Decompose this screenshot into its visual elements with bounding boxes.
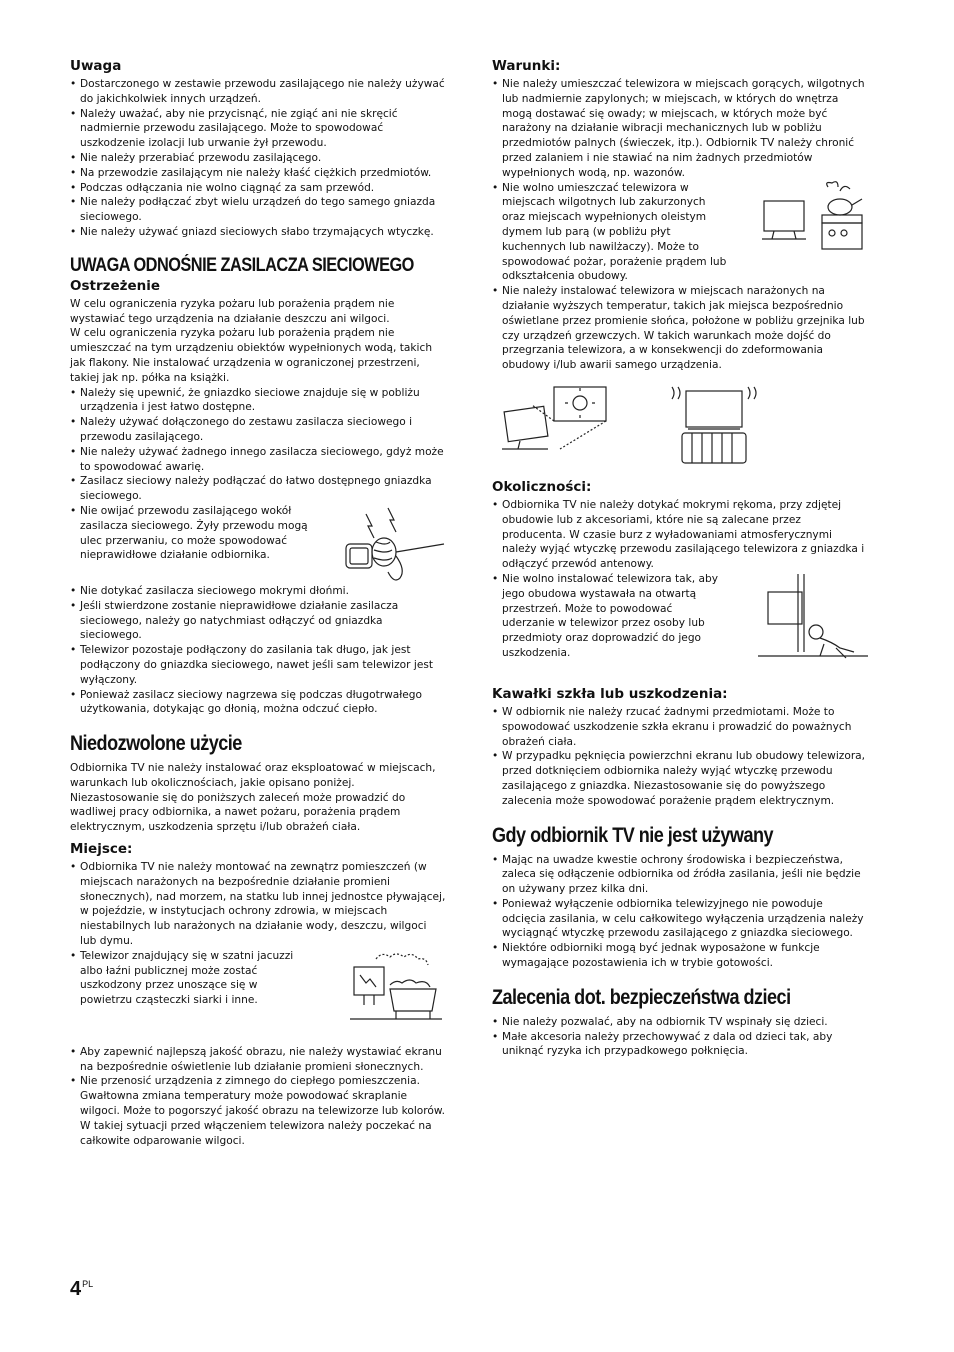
list-item: • Niektóre odbiorniki mogą być jednak wyposażone w funkcje wymagające pozostawienia ich w trybie gotowości. xyxy=(492,941,868,971)
szklo-list xyxy=(492,705,868,809)
list-item: • Nie owijać przewodu zasilającego wokół zasilacza sieciowego. Żyły przewodu mogą ulec przerwaniu, co może spowodować nieprawidłowe działanie odbiornika. xyxy=(70,504,310,563)
wall-warning-box xyxy=(492,572,868,664)
list-item: • Mając na uwadze kwestie ochrony środowiska i bezpieczeństwa, zaleca się odłączenie odbiornika od źródła zasilania, jeśli nie będzie on używany przez kilka dni. xyxy=(492,853,868,897)
list-item: • Należy się upewnić, że gniazdko sieciowe znajduje się w pobliżu urządzenia i jest łatwo dostępne. xyxy=(70,386,446,416)
list-item: • Telewizor znajdujący się w szatni jacuzzi albo łaźni publicznej może zostać uszkodzony przez unoszące się w powietrzu cząsteczki siarki i inne. xyxy=(70,949,310,1008)
ostrzezenie-heading: Ostrzeżenie xyxy=(70,277,161,294)
nieuzywany-heading: Gdy odbiornik TV nie jest używany xyxy=(492,823,774,847)
adapter-cable-illustration-icon xyxy=(336,504,446,582)
okolicznosci-heading: Okoliczności: xyxy=(492,478,592,495)
warunki-heading: Warunki: xyxy=(492,58,561,74)
szklo-heading: Kawałki szkła lub uszkodzenia: xyxy=(492,685,728,702)
list-item: • Dostarczonego w zestawie przewodu zasilającego nie należy używać do jakichkolwiek innych urządzeń. xyxy=(70,77,446,107)
jacuzzi-warning-box xyxy=(70,949,446,1027)
tv-kitchen-steam-illustration-icon xyxy=(758,181,868,259)
page-language-code: PL xyxy=(82,1279,94,1289)
left-column xyxy=(70,58,446,1148)
list-item: • Aby zapewnić najlepszą jakość obrazu, nie należy wystawiać ekranu na bezpośrednie oświetlenie lub działanie promieni słonecznych. xyxy=(70,1045,446,1075)
list-item: • Należy używać dołączonego do zestawu zasilacza sieciowego i przewodu zasilającego. xyxy=(70,415,446,445)
adapter-warning-box xyxy=(70,504,446,582)
list-item: • W odbiornik nie należy rzucać żadnymi przedmiotami. Może to spowodować uszkodzenie szkła ekranu i prowadzić do poważnych obrażeń ciała. xyxy=(492,705,868,749)
list-item: • Nie należy przerabiać przewodu zasilającego. xyxy=(70,151,446,166)
list-item: • Nie należy umieszczać telewizora w miejscach gorących, wilgotnych lub nadmiernie zapylonych; w miejscach, w których do wnętrza mogą dostawać się owady; w miejscach, w których może być narażony na działanie wibracji mechanicznych lub w pobliżu przedmiotów palnych (świeczek, itp.). Odbiornik TV należy chronić przed zalaniem i nie stawiać na nim żadnych przedmiotów wypełnionych wodą, np. wazonów. xyxy=(492,77,868,181)
list-item: • Nie należy używać gniazd sieciowych słabo trzymających wtyczkę. xyxy=(70,225,446,240)
list-item: • Nie należy instalować telewizora w miejscach narażonych na działanie wyższych temperatur, takich jak miejsca bezpośrednio oświetlane przez promienie słońca, położone w pobliżu grzejnika lub czy urządzeń grzewczych. W takich warunkach może dojść do przegrzania telewizora, a w konsekwencji do zdeformowania obudowy i/lub awarii samego urządzenia. xyxy=(492,284,868,373)
niedozwolone-heading: Niedozwolone użycie xyxy=(70,732,242,756)
heat-illustrations xyxy=(492,385,868,465)
list-item: • Należy uważać, aby nie przycisnąć, nie zgiąć ani nie skręcić nadmiernie przewodu zasilającego. Może to spowodować uszkodzenie izolacji lub urwanie żył przewodu. xyxy=(70,107,446,151)
warunki-list xyxy=(492,77,868,181)
right-column xyxy=(492,58,868,1059)
dzieci-list xyxy=(492,1015,868,1059)
list-item: • Zasilacz sieciowy należy podłączać do łatwo dostępnego gniazdka sieciowego. xyxy=(70,474,446,504)
list-item: • Małe akcesoria należy przechowywać z dala od dzieci tak, aby uniknąć ryzyka ich przypadkowego połknięcia. xyxy=(492,1030,868,1060)
list-item: • Podczas odłączania nie wolno ciągnąć za sam przewód. xyxy=(70,181,446,196)
list-item: • Odbiornika TV nie należy dotykać mokrymi rękoma, przy zdjętej obudowie lub z akcesoriami, które nie są zalecane przez producenta. W czasie burz z wyładowaniami atmosferycznymi należy wyjąć wtyczkę przewodu zasilającego telewizora z gniazdka i odłączyć przewód antenowy. xyxy=(492,498,868,572)
list-item: • Nie dotykać zasilacza sieciowego mokrymi dłońmi. xyxy=(70,584,446,599)
list-item: • Ponieważ zasilacz sieciowy nagrzewa się podczas długotrwałego użytkowania, dotykając go dłonią, można odczuć ciepło. xyxy=(70,688,446,718)
list-item: • Jeśli stwierdzone zostanie nieprawidłowe działanie zasilacza sieciowego, należy go natychmiast odłączyć od gniazdka sieciowego. xyxy=(70,599,446,643)
list-item: • Ponieważ wyłączenie odbiornika telewizyjnego nie powoduje odcięcia zasilania, w celu całkowitego wyłączenia urządzenia należy wyciągnąć wtyczkę przewodu zasilającego z gniazdka sieciowego. xyxy=(492,897,868,941)
list-item: • Telewizor pozostaje podłączony do zasilania tak długo, jak jest podłączony do gniazdka sieciowego, nawet jeśli sam telewizor jest wyłączony. xyxy=(70,643,446,687)
tv-bath-steam-illustration-icon xyxy=(346,949,446,1027)
page-number xyxy=(70,1278,93,1301)
list-item: • Nie wolno instalować telewizora tak, aby jego obudowa wystawała na otwartą przestrzeń. Może to powodować uderzanie w telewizor przez osoby lub przedmioty oraz doprowadzić do jego uszkodzenia. xyxy=(492,572,728,661)
miejsce-list-b xyxy=(70,1045,446,1149)
list-item: • Nie należy pozwalać, aby na odbiornik TV wspinały się dzieci. xyxy=(492,1015,868,1030)
list-item: • Nie przenosić urządzenia z zimnego do ciepłego pomieszczenia. Gwałtowna zmiana temperatury może powodować skraplanie wilgoci. Może to pogorszyć jakość obrazu na telewizorze lub kolorów. W takiej sytuacji przed włączeniem telewizora należy poczekać na całkowite odparowanie wilgoci. xyxy=(70,1074,446,1148)
list-item: • W przypadku pęknięcia powierzchni ekranu lub obudowy telewizora, przed dotknięciem odbiornika należy wyjąć wtyczkę przewodu zasilającego z gniazdka. Niezastosowanie się do powyższego zalecenia może spowodować porażenie prądem elektrycznym. xyxy=(492,749,868,808)
ostrzezenie-para-2: W celu ograniczenia ryzyka pożaru lub porażenia prądem nie umieszczać na tym urządzeniu obiektów wypełnionych wodą, takich jak flakony. Nie instalować urządzenia w ograniczonej przestrzeni, takiej jak np. półka na książki. xyxy=(70,327,433,384)
zasilacz-list-b xyxy=(70,584,446,717)
page-number-value: 4 xyxy=(70,1278,82,1300)
tv-sunlight-illustration-icon xyxy=(500,385,610,457)
dzieci-heading: Zalecenia dot. bezpieczeństwa dzieci xyxy=(492,985,791,1009)
zasilacz-heading: UWAGA ODNOŚNIE ZASILACZA SIECIOWEGO xyxy=(70,254,414,276)
list-item: • Odbiornika TV nie należy montować na zewnątrz pomieszczeń (w miejscach narażonych na bezpośrednie działanie promieni słonecznych), nad morzem, na statku lub innej jednostce pływającej, w pojeździe, w instytucjach ochrony zdrowia, w miejscach niestabilnych lub narażonych na działanie wody, deszczu, wilgoci lub dymu. xyxy=(70,860,446,949)
ostrzezenie-para-1: W celu ograniczenia ryzyka pożaru lub porażenia prądem nie wystawiać tego urządzenia na działanie deszczu ani wilgoci. xyxy=(70,297,395,325)
miejsce-heading: Miejsce: xyxy=(70,841,133,858)
uwaga-list xyxy=(70,77,446,240)
list-item: • Na przewodzie zasilającym nie należy kłaść ciężkich przedmiotów. xyxy=(70,166,446,181)
list-item: • Nie należy używać żadnego innego zasilacza sieciowego, gdyż może to spowodować awarię. xyxy=(70,445,446,475)
list-item: • Nie wolno umieszczać telewizora w miejscach wilgotnych lub zakurzonych oraz miejscach wypełnionych oleistym dymem lub parą (w pobliżu płyt kuchennych lub nawilżaczy). Może to spowodować pożar, porażenie prądem lub odkształcenia obudowy. xyxy=(492,181,728,285)
tv-wall-bump-illustration-icon xyxy=(758,572,868,664)
uwaga-heading: Uwaga xyxy=(70,58,122,74)
niedozwolone-para: Odbiornika TV nie należy instalować oraz eksploatować w miejscach, warunkach lub okolicznościach, jakie opisano poniżej. Niezastosowanie się do poniższych zaleceń może prowadzić do wadliwej pracy odbiornika, a nawet pożaru, porażenia prądem elektrycznym, uszkodzenia sprzętu i/lub obrażeń ciała. xyxy=(70,762,436,834)
steam-warning-box xyxy=(492,181,868,285)
tv-heater-illustration-icon xyxy=(668,385,758,465)
nieuzywany-list xyxy=(492,853,868,971)
okolicznosci-list xyxy=(492,498,868,572)
list-item: • Nie należy podłączać zbyt wielu urządzeń do tego samego gniazda sieciowego. xyxy=(70,195,446,225)
zasilacz-list-a xyxy=(70,386,446,504)
miejsce-list-a xyxy=(70,860,446,949)
